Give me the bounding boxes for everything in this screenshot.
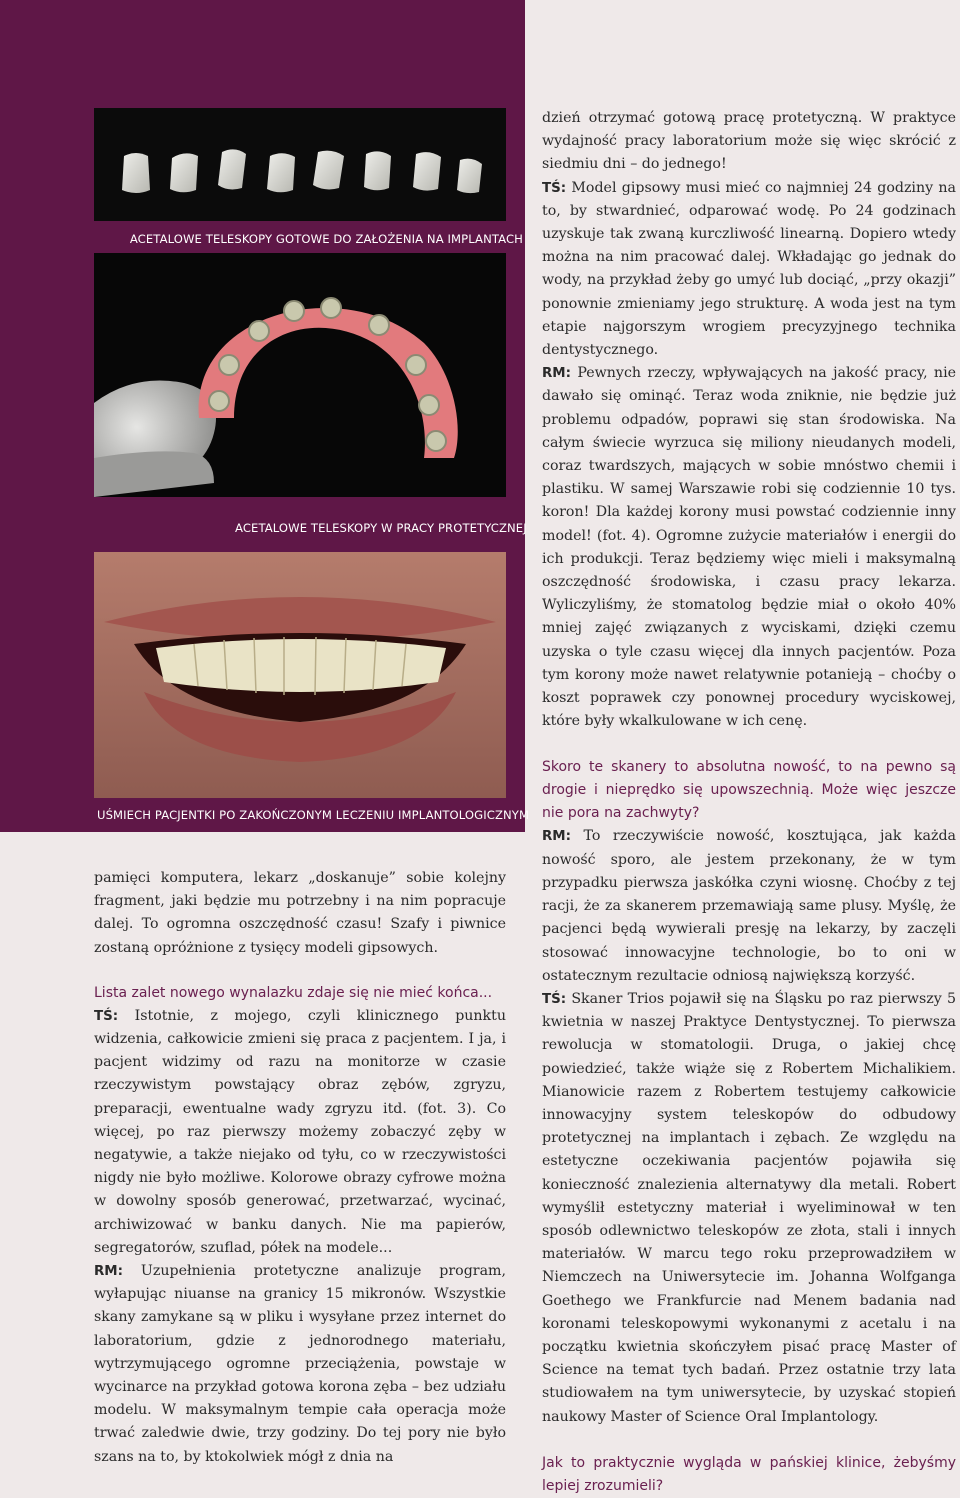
speaker-label-rm: RM: (542, 829, 571, 845)
interview-question: Skoro te skanery to absolutna nowość, to na pewno są drogie i nieprędko się upowszechnią. Może więc jeszcze nie pora na zachwyty? (542, 759, 956, 822)
answer-text: Model gipsowy musi mieć co najmniej 24 godziny na to, by stwardnieć, odparować wodę. Po 24 godzinach uzyskuje tak zwaną kurczliwość linearną. Dopiero wtedy można na nim pracować dalej. Wkładając go jednak do wody, na przykład żeby go umyć lub dociąć, „przy okazji” ponownie zmieniamy jego strukturę. A woda jest na tym etapie najgorszym wrogiem precyzyjnego technika dentystycznego. (542, 179, 956, 359)
answer-text: To rzeczywiście nowość, kosztująca, jak każda nowość sporo, ale jestem przekonany, że w tym przypadku pierwsza jaskółka czyni wiosnę. Choćby z tej racji, że za skanerem przemawiają same plusy. Myślę, że pacjenci będą wywierali presję na lekarzy, by zaczęli stosować innowacyjne technologie, bo to oni w ostatecznym rezultacie odniosą największą korzyść. (542, 828, 956, 984)
speaker-label-rm: RM: (94, 1264, 123, 1280)
speaker-label-ts: TŚ: (94, 1008, 119, 1024)
paragraph (542, 362, 956, 733)
photo-patient-smile (94, 552, 506, 798)
interview-question: Jak to praktycznie wygląda w pańskiej klinice, żebyśmy lepiej zrozumieli? (542, 1454, 956, 1494)
caption-patient-smile: UŚMIECH PACJENTKI PO ZAKOŃCZONYM LECZENIU IMPLANTOLOGICZNYM (97, 808, 530, 822)
answer-text: Uzupełnienia protetyczne analizuje program, wyłapując niuanse na granicy 15 mikronów. Wszystkie skany zamykane są w pliku i wysyłane przez internet do laboratorium, gdzie z jednorodnego materiału, wytrzymującego ogromne przeciążenia, powstaje w wycinarce na przykład gotowa korona zęba – bez udziału modelu. W maksymalnym tempie cała operacja może trwać zaledwie dwie, trzy godziny. Do tej pory nie było szans na to, by ktokolwiek mógł z dnia na (94, 1263, 506, 1465)
paragraph (94, 1260, 506, 1469)
answer-text: Pewnych rzeczy, wpływających na jakość pracy, nie dawało się ominąć. Teraz woda zniknie, nie będzie już problemu odpadów, poprawi się stan środowiska. Na całym świecie wyrzuca się miliony nieudanych modeli, coraz twardszych, mających w sobie mnóstwo chemii i plastiku. W samej Warszawie robi się codziennie 10 tys. koron! Dla każdej korony musi powstać codziennie inny model! (fot. 4). Ogromne zużycie materiałów i energii do ich produkcji. Teraz będziemy więc mieli i maksymalną oszczędność środowiska, i czasu pracy lekarza. Wyliczyliśmy, że stomatolog będzie miał o około 40% mniej zajęć związanych z wyciskami, dzięki czemu uzyska o tyle czasu więcej dla innych pacjentów. Poza tym korony może nawet relatywnie potanieją – choćby o koszt poprawek czy ponownej procedury wyciskowej, które były wkalkulowane w ich cenę. (542, 365, 956, 730)
paragraph (94, 1005, 506, 1260)
speaker-label-ts: TŚ: (542, 991, 567, 1007)
paragraph (542, 177, 956, 363)
caption-telescopes-in-work: ACETALOWE TELESKOPY W PRACY PROTETYCZNEJ (235, 521, 527, 535)
answer-text: Istotnie, z mojego, czyli klinicznego punktu widzenia, całkowicie zmieni się praca z pacjentem. I ja, i pacjent widzimy od razu na monitorze w czasie rzeczywistym powstający obraz zębów, zgryzu, preparacji, ewentualne wady zgryzu itd. (fot. 3). Co więcej, po raz pierwszy możemy zobaczyć zęby w negatywie, a także niejako od tyłu, co w rzeczywistości nigdy nie było możliwe. Kolorowe obrazy cyfrowe można w dowolny sposób generować, przetwarzać, wycinać, archiwizować w banku danych. Nie ma papierów, segregatorów, szuflad, półek na modele... (94, 1007, 506, 1256)
paragraph (542, 825, 956, 987)
paragraph: dzień otrzymać gotową pracę protetyczną. W praktyce wydajność pracy laboratorium może się więc skrócić z siedmiu dni – do jednego! (542, 110, 956, 173)
photo-telescopes-ready (94, 108, 506, 221)
paragraph: pamięci komputera, lekarz „doskanuje” sobie kolejny fragment, jaki będzie mu potrzebny i na nim popracuje dalej. To ogromna oszczędność czasu! Szafy i piwnice zostaną opróżnione z tysięcy modeli gipsowych. (94, 870, 506, 956)
interview-question: Lista zalet nowego wynalazku zdaje się nie mieć końca... (94, 984, 493, 1001)
answer-text: Skaner Trios pojawił się na Śląsku po raz pierwszy 5 kwietnia w naszej Praktyce Dentystycznej. To pierwsza rewolucja w stomatologii. Druga, o jakiej chcę powiedzieć, także wiąże się z Robertem Michalikiem. Mianowicie razem z Robertem testujemy całkowicie innowacyjny system teleskopów do odbudowy protetycznej na implantach i zębach. Ze względu na estetyczne oczekiwania pacjentów pojawiła się konieczność znalezienia alternatywy dla metali. Robert wymyślił estetyczny materiał i wyeliminował w ten sposób odlewnictwo teleskopów ze złota, stali i innych materiałów. W marcu tego roku przeprowadziłem w Niemczech na Uniwersytecie im. Johanna Wolfganga Goethego we Frankfurcie nad Menem badania nad koronami teleskopowymi wykonanymi z acetalu i na początku kwietnia skończyłem pisać pracę Master of Science na temat tych badań. Przez ostatnie trzy lata studiowałem na tym uniwersytecie, by uzyskać stopień naukowy Master of Science Oral Implantology. (542, 990, 956, 1425)
paragraph (542, 988, 956, 1429)
left-text-column (94, 867, 506, 1469)
caption-telescopes-ready: ACETALOWE TELESKOPY GOTOWE DO ZAŁOŻENIA NA IMPLANTACH (129, 232, 523, 246)
right-text-column (542, 107, 956, 1498)
photo-telescopes-in-work (94, 253, 506, 497)
speaker-label-rm: RM: (542, 366, 571, 382)
speaker-label-ts: TŚ: (542, 180, 567, 196)
